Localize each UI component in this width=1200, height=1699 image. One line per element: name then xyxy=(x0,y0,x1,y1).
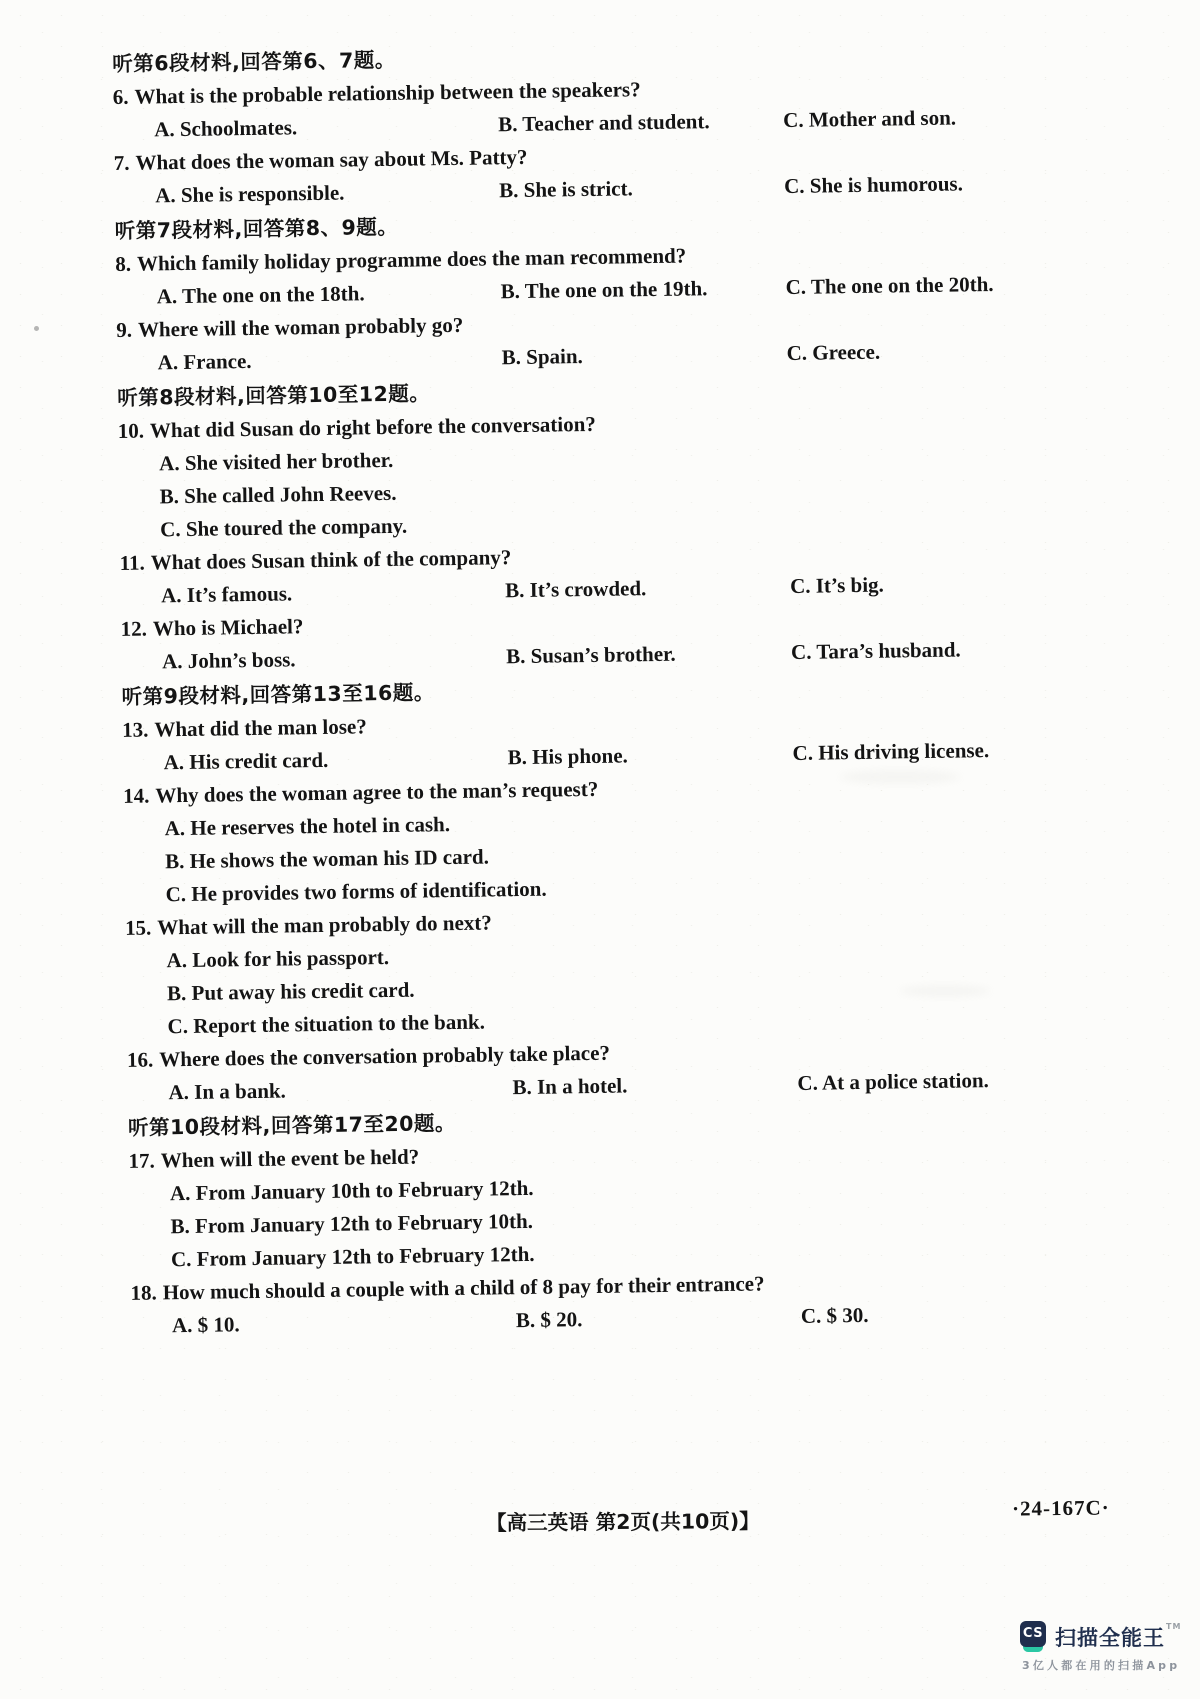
option-c: C. It’s big. xyxy=(789,572,884,598)
option-a: A. In a bank. xyxy=(168,1078,287,1105)
question-number: 10. xyxy=(117,418,145,443)
question-text: Where will the woman probably go? xyxy=(137,312,464,342)
question-number: 7. xyxy=(113,150,130,175)
section-header: 听第7段材料,回答第8、9题。 xyxy=(114,214,399,243)
scan-artifact xyxy=(900,985,990,997)
document-body xyxy=(112,31,1141,1343)
question-number: 11. xyxy=(119,550,145,575)
option-c: C. Tara’s husband. xyxy=(790,637,961,664)
option-c: C. Mother and son. xyxy=(782,105,957,133)
question-number: 6. xyxy=(112,84,129,109)
option-b: B. In a hotel. xyxy=(512,1073,628,1100)
option-c: C. The one on the 20th. xyxy=(785,271,994,300)
option-a: A. The one on the 18th. xyxy=(156,281,365,309)
scan-speckle xyxy=(34,326,39,331)
section-header: 听第9段材料,回答第13至16题。 xyxy=(121,680,435,709)
option-c: C. She is humorous. xyxy=(783,171,964,199)
option-a: A. He reserves the hotel in cash. xyxy=(164,812,451,841)
camscanner-watermark xyxy=(1020,1621,1181,1673)
cs-logo-text: CS xyxy=(1020,1621,1046,1647)
page-footer: 【高三英语 第2页(共10页)】 xyxy=(485,1509,760,1535)
option-c: C. Greece. xyxy=(786,339,881,366)
option-c: C. Report the situation to the bank. xyxy=(167,1009,486,1039)
question-number: 18. xyxy=(130,1280,157,1305)
option-a: A. From January 10th to February 12th. xyxy=(169,1175,534,1206)
question-text: Why does the woman agree to the man’s request? xyxy=(155,776,599,808)
option-b: B. He shows the woman his ID card. xyxy=(164,844,490,874)
option-b: B. The one on the 19th. xyxy=(500,276,708,304)
question-text: What does the woman say about Ms. Patty? xyxy=(135,144,528,175)
question-text: When will the event be held? xyxy=(160,1144,420,1173)
question-text: Where does the conversation probably take place? xyxy=(159,1040,611,1072)
question-number: 17. xyxy=(128,1148,155,1173)
option-a: A. His credit card. xyxy=(163,747,329,775)
option-b: B. $ 20. xyxy=(515,1307,583,1333)
option-c: C. At a police station. xyxy=(797,1068,989,1095)
option-a: A. France. xyxy=(157,348,252,375)
option-c: C. $ 30. xyxy=(800,1302,869,1328)
option-b: B. Put away his credit card. xyxy=(166,977,415,1006)
question-number: 9. xyxy=(116,317,133,342)
camscanner-logo-row xyxy=(1020,1621,1181,1652)
option-b: B. Spain. xyxy=(501,344,583,370)
question-number: 13. xyxy=(121,717,149,742)
option-b: B. She is strict. xyxy=(499,176,633,203)
option-a: A. It’s famous. xyxy=(160,581,293,608)
option-b: B. It’s crowded. xyxy=(504,576,647,603)
option-a: A. Schoolmates. xyxy=(154,115,298,142)
paper-code: ·24-167C· xyxy=(1011,1495,1110,1521)
option-b: B. Teacher and student. xyxy=(498,109,710,137)
question-text: How much should a couple with a child of 8 pay for their entrance? xyxy=(162,1271,765,1305)
question-number: 12. xyxy=(120,616,148,641)
option-a: A. She is responsible. xyxy=(155,180,345,208)
camscanner-brand-text xyxy=(1055,1622,1181,1652)
option-c: C. She toured the company. xyxy=(159,513,408,542)
option-a: A. She visited her brother. xyxy=(159,447,394,476)
question-number: 15. xyxy=(124,915,152,940)
question-text: What did Susan do right before the conversation? xyxy=(149,411,596,443)
question-text: Which family holiday programme does the man recommend? xyxy=(136,243,687,276)
question-text: What does Susan think of the company? xyxy=(150,545,512,575)
question-text: What is the probable relationship between the speakers? xyxy=(134,77,641,109)
question-number: 8. xyxy=(115,251,132,276)
option-b: B. She called John Reeves. xyxy=(159,480,397,509)
section-header: 听第8段材料,回答第10至12题。 xyxy=(117,381,431,410)
option-c: C. From January 12th to February 12th. xyxy=(170,1241,535,1272)
camscanner-logo-icon xyxy=(1020,1621,1046,1652)
option-c: C. He provides two forms of identification. xyxy=(165,876,547,907)
trademark-symbol: TM xyxy=(1166,1621,1182,1631)
section-header: 听第6段材料,回答第6、7题。 xyxy=(112,47,397,76)
camscanner-tagline: 3亿人都在用的扫描App xyxy=(1022,1659,1181,1672)
option-b: B. Susan’s brother. xyxy=(505,641,676,669)
option-c: C. His driving license. xyxy=(792,738,990,765)
option-b: B. From January 12th to February 10th. xyxy=(170,1208,534,1239)
option-a: A. John’s boss. xyxy=(161,647,296,674)
question-number: 16. xyxy=(126,1047,154,1072)
camscanner-brand-label: 扫描全能王 xyxy=(1055,1625,1165,1650)
question-number: 14. xyxy=(122,783,150,808)
question-text: Who is Michael? xyxy=(152,614,304,641)
question-text: What will the man probably do next? xyxy=(157,910,492,940)
question-text: What did the man lose? xyxy=(154,714,367,742)
option-a: A. $ 10. xyxy=(171,1312,240,1338)
option-b: B. His phone. xyxy=(507,743,628,770)
option-a: A. Look for his passport. xyxy=(166,944,390,973)
section-header: 听第10段材料,回答第17至20题。 xyxy=(127,1111,457,1140)
scan-artifact xyxy=(840,770,960,784)
